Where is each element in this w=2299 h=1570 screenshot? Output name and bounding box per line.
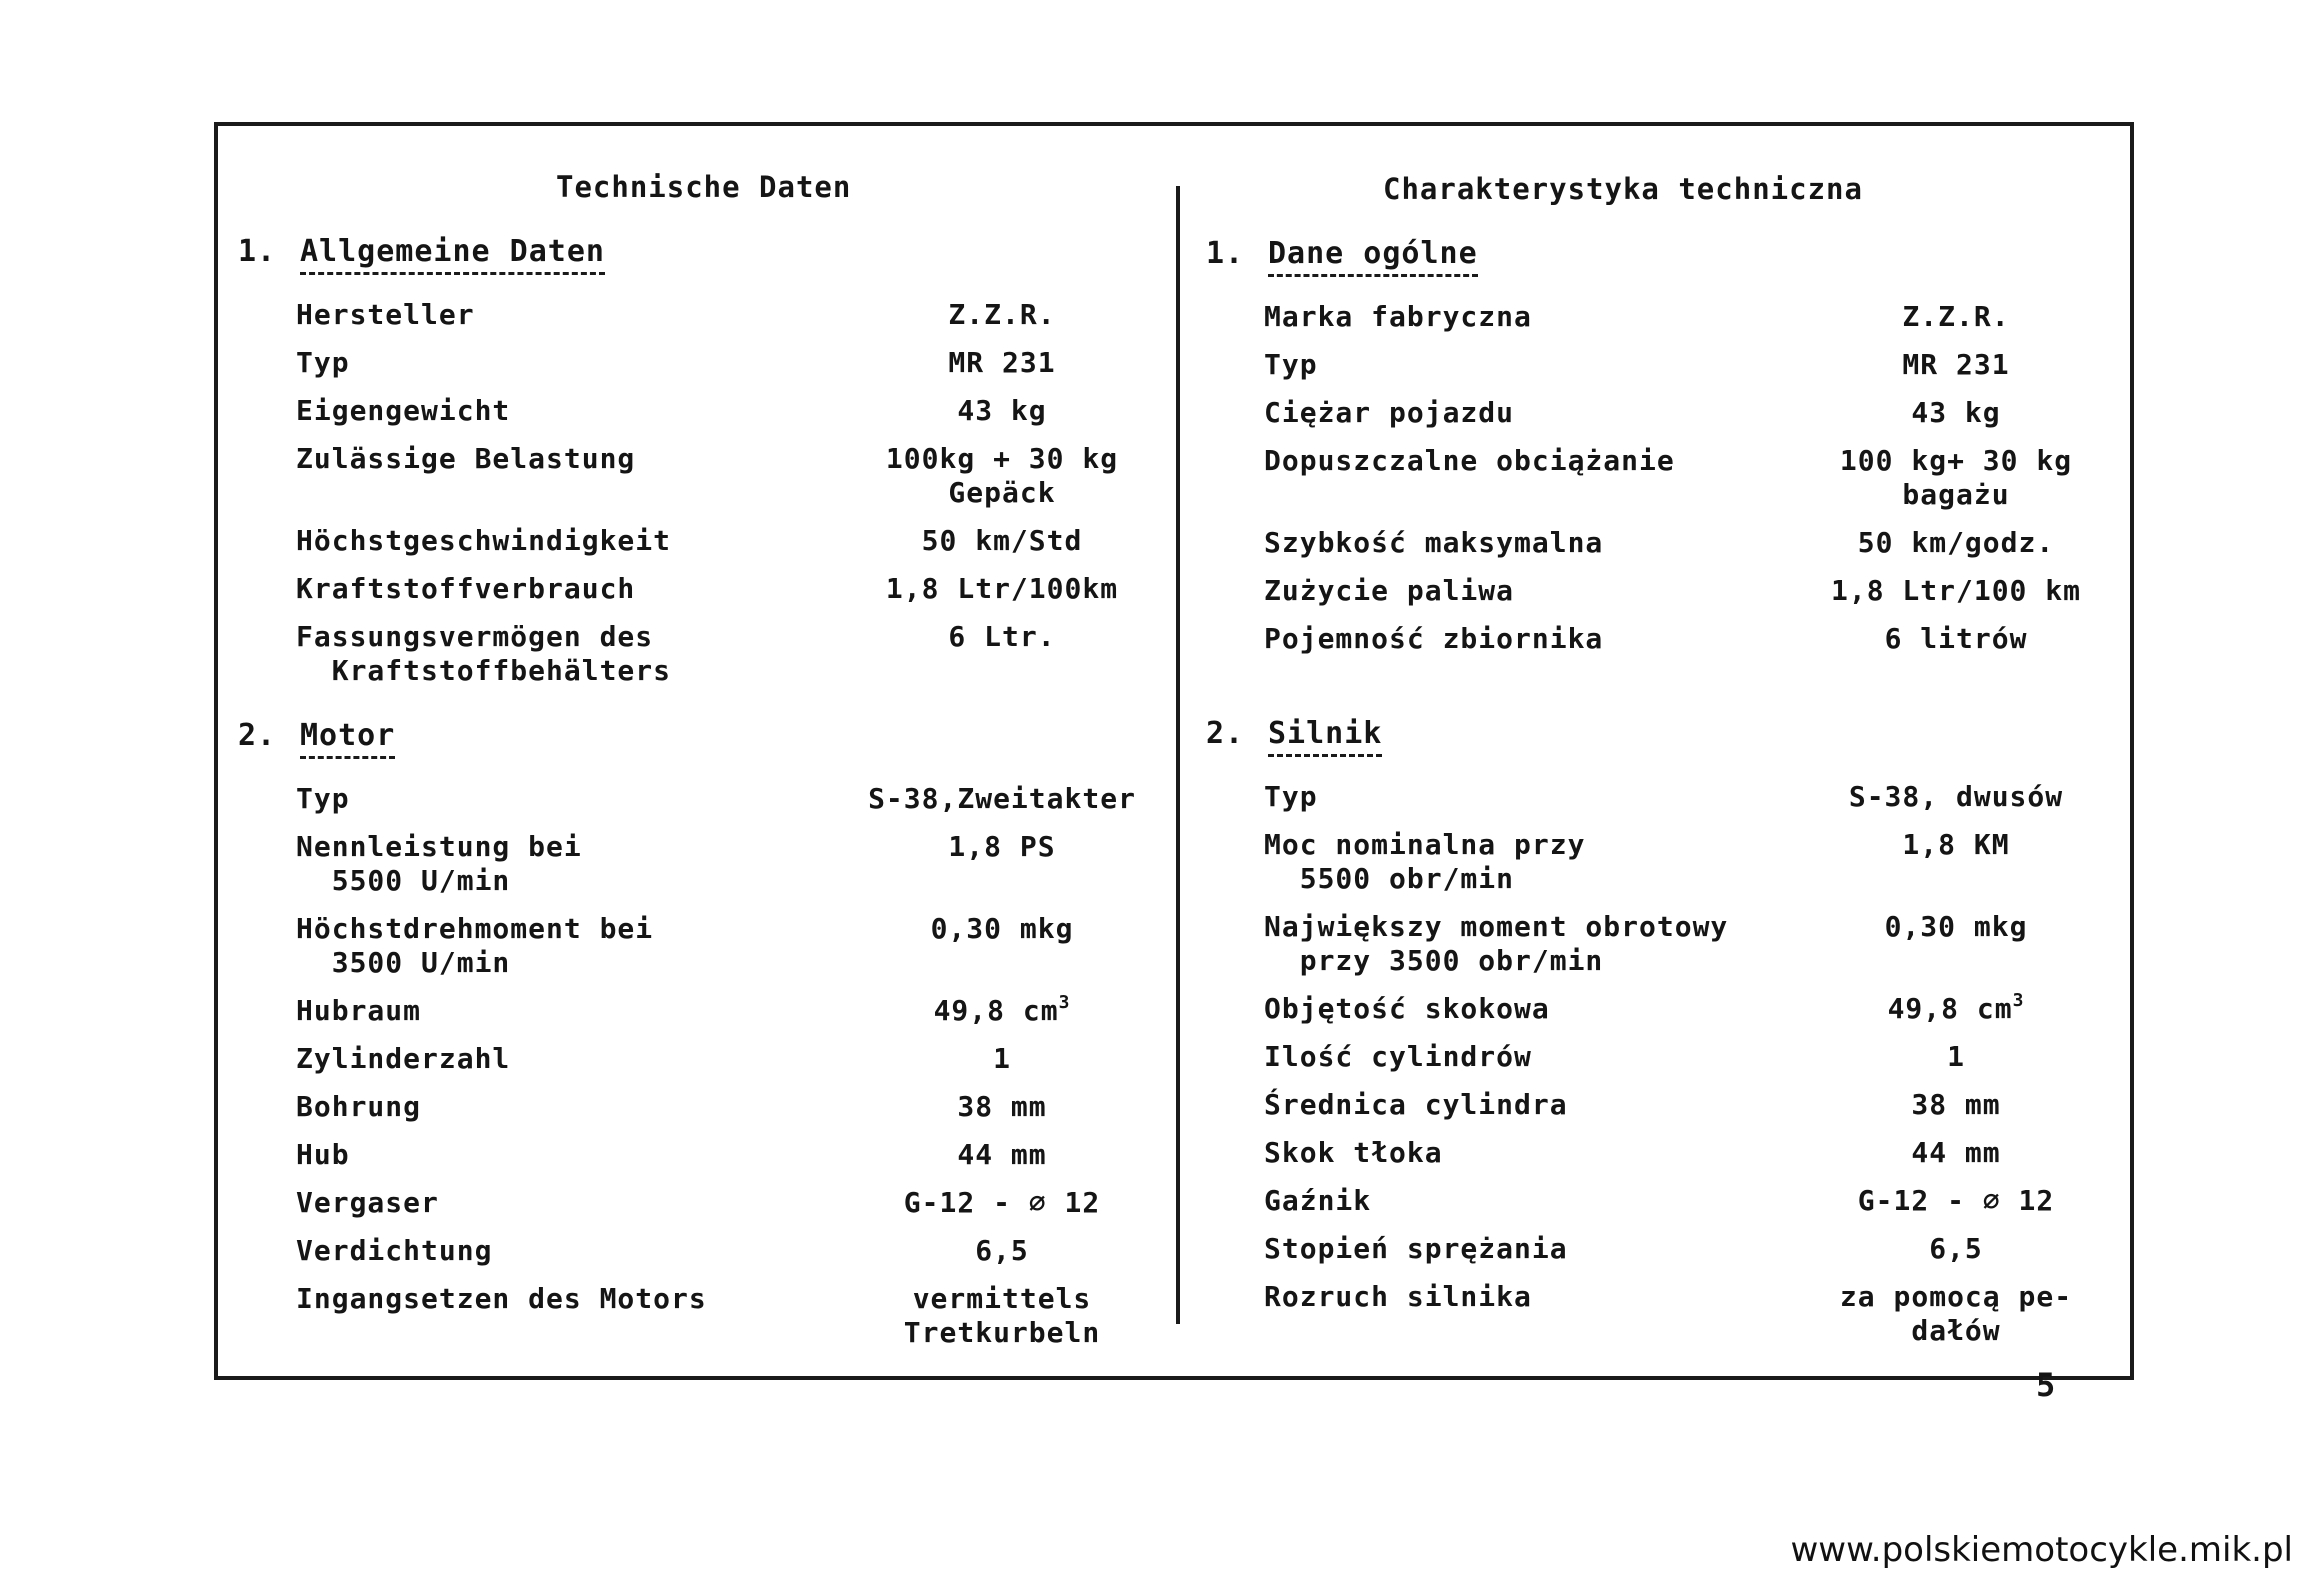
section-name: Allgemeine Daten: [300, 234, 605, 275]
spec-label: Objętość skokowa: [1264, 992, 1550, 1025]
spec-value: [1806, 1280, 2106, 1348]
spec-label: Dopuszczalne obciążanie: [1264, 444, 1675, 477]
spec-value: [1806, 910, 2106, 944]
spec-value: [852, 572, 1152, 606]
left-column-title: Technische Daten: [556, 170, 852, 204]
spec-label: Fassungsvermögen des Kraftstoffbehälters: [296, 620, 672, 687]
spec-value-text: 100 kg+ 30 kg bagażu: [1839, 444, 2073, 511]
spec-value-text: MR 231: [1902, 348, 2010, 381]
spec-value-text: 6 Ltr.: [948, 620, 1056, 653]
spec-value: [1806, 526, 2106, 560]
spec-label: Höchstdrehmoment bei 3500 U/min: [296, 912, 654, 979]
spec-value-text: za pomocą pe- dałów: [1839, 1280, 2073, 1347]
spec-label: Szybkość maksymalna: [1264, 526, 1604, 559]
spec-label: Średnica cylindra: [1264, 1088, 1568, 1121]
spec-label: Eigengewicht: [296, 394, 511, 427]
spec-value-text: 1,8 KM: [1902, 828, 2010, 861]
spec-value-text: 0,30 mkg: [930, 912, 1074, 945]
spec-value-text: 49,8 cm: [1887, 992, 2013, 1025]
spec-value: [852, 1234, 1152, 1268]
spec-value: [1806, 992, 2106, 1026]
spec-label: Stopień sprężania: [1264, 1232, 1568, 1265]
spec-value: [1806, 574, 2106, 608]
spec-value: [852, 524, 1152, 558]
spec-label: Pojemność zbiornika: [1264, 622, 1604, 655]
section-number: 2.: [238, 718, 277, 753]
spec-value: [1806, 828, 2106, 862]
spec-value: [852, 442, 1152, 510]
right-section-general: [1206, 236, 1478, 271]
spec-value-text: G-12 - ∅ 12: [1857, 1184, 2055, 1217]
spec-value-text: MR 231: [948, 346, 1056, 379]
spec-value-text: 1: [993, 1042, 1011, 1075]
spec-value: [852, 782, 1152, 816]
spec-value-text: 50 km/Std: [921, 524, 1083, 557]
spec-value-text: vermittels Tretkurbeln: [903, 1282, 1101, 1349]
spec-label: Nennleistung bei 5500 U/min: [296, 830, 582, 897]
spec-value-text: 1,8 Ltr/100km: [885, 572, 1119, 605]
spec-value-text: Z.Z.R.: [948, 298, 1056, 331]
spec-value-text: Z.Z.R.: [1902, 300, 2010, 333]
spec-label: Kraftstoffverbrauch: [296, 572, 636, 605]
spec-value-text: 1,8 PS: [948, 830, 1056, 863]
spec-value-text: 1,8 Ltr/100 km: [1830, 574, 2081, 607]
section-name: Dane ogólne: [1268, 236, 1478, 277]
spec-value: [1806, 348, 2106, 382]
spec-value-text: 44 mm: [1911, 1136, 2001, 1169]
spec-value-text: 49,8 cm: [933, 994, 1059, 1027]
spec-label: Hersteller: [296, 298, 475, 331]
section-number: 2.: [1206, 716, 1245, 751]
spec-value: [1806, 396, 2106, 430]
section-number: 1.: [1206, 236, 1245, 271]
left-section-general: [238, 234, 605, 269]
spec-value: [852, 830, 1152, 864]
right-section-engine: [1206, 716, 1382, 751]
spec-label: Typ: [296, 782, 350, 815]
spec-label: Skok tłoka: [1264, 1136, 1443, 1169]
spec-value-text: 6,5: [1929, 1232, 1983, 1265]
spec-label: Ciężar pojazdu: [1264, 396, 1515, 429]
spec-value: [852, 994, 1152, 1028]
spec-value: [852, 1042, 1152, 1076]
spec-value-text: 44 mm: [957, 1138, 1047, 1171]
spec-value: [852, 394, 1152, 428]
column-divider: [1176, 186, 1180, 1324]
left-section-motor: [238, 718, 395, 753]
section-name: Motor: [300, 718, 395, 759]
spec-label: Gaźnik: [1264, 1184, 1372, 1217]
watermark: www.polskiemotocykle.mik.pl: [1790, 1530, 2293, 1570]
spec-label: Zylinderzahl: [296, 1042, 511, 1075]
superscript: 3: [2012, 990, 2025, 1011]
spec-value-text: 100kg + 30 kg Gepäck: [885, 442, 1119, 509]
spec-value: [852, 1090, 1152, 1124]
spec-value-text: S-38,Zweitakter: [868, 782, 1136, 815]
spec-value: [1806, 780, 2106, 814]
superscript: 3: [1058, 992, 1071, 1013]
spec-label: Typ: [1264, 780, 1318, 813]
spec-value-text: S-38, dwusów: [1848, 780, 2064, 813]
spec-value: [1806, 300, 2106, 334]
spec-value: [1806, 444, 2106, 512]
spec-label: Höchstgeschwindigkeit: [296, 524, 672, 557]
spec-value: [1806, 1184, 2106, 1218]
spec-label: Zużycie paliwa: [1264, 574, 1515, 607]
spec-value: [852, 298, 1152, 332]
spec-label: Verdichtung: [296, 1234, 493, 1267]
spec-value: [852, 346, 1152, 380]
spec-label: Największy moment obrotowy przy 3500 obr/min: [1264, 910, 1729, 977]
spec-label: Marka fabryczna: [1264, 300, 1532, 333]
spec-value-text: 43 kg: [957, 394, 1047, 427]
spec-label: Rozruch silnika: [1264, 1280, 1532, 1313]
section-number: 1.: [238, 234, 277, 269]
section-name: Silnik: [1268, 716, 1382, 757]
spec-value: [852, 1138, 1152, 1172]
right-column-title: Charakterystyka techniczna: [1383, 172, 1863, 206]
spec-value-text: G-12 - ∅ 12: [903, 1186, 1101, 1219]
spec-label: Bohrung: [296, 1090, 422, 1123]
spec-value-text: 50 km/godz.: [1857, 526, 2055, 559]
spec-label: Typ: [296, 346, 350, 379]
spec-label: Moc nominalna przy 5500 obr/min: [1264, 828, 1586, 895]
spec-value-text: 1: [1947, 1040, 1965, 1073]
spec-label: Typ: [1264, 348, 1318, 381]
spec-label: Ingangsetzen des Motors: [296, 1282, 707, 1315]
spec-value-text: 38 mm: [1911, 1088, 2001, 1121]
spec-value: [852, 1282, 1152, 1350]
spec-value: [852, 1186, 1152, 1220]
spec-value: [1806, 1088, 2106, 1122]
spec-label: Zulässige Belastung: [296, 442, 636, 475]
spec-value-text: 43 kg: [1911, 396, 2001, 429]
spec-value: [1806, 1136, 2106, 1170]
spec-label: Vergaser: [296, 1186, 439, 1219]
spec-label: Hubraum: [296, 994, 422, 1027]
spec-label: Ilość cylindrów: [1264, 1040, 1532, 1073]
spec-value-text: 38 mm: [957, 1090, 1047, 1123]
spec-value: [1806, 1040, 2106, 1074]
spec-value: [1806, 1232, 2106, 1266]
spec-value: [1806, 622, 2106, 656]
spec-value: [852, 912, 1152, 946]
spec-value-text: 6 litrów: [1884, 622, 2028, 655]
spec-label: Hub: [296, 1138, 350, 1171]
spec-value-text: 0,30 mkg: [1884, 910, 2028, 943]
spec-value-text: 6,5: [975, 1234, 1029, 1267]
page-number: 5: [2036, 1366, 2056, 1404]
spec-value: [852, 620, 1152, 654]
